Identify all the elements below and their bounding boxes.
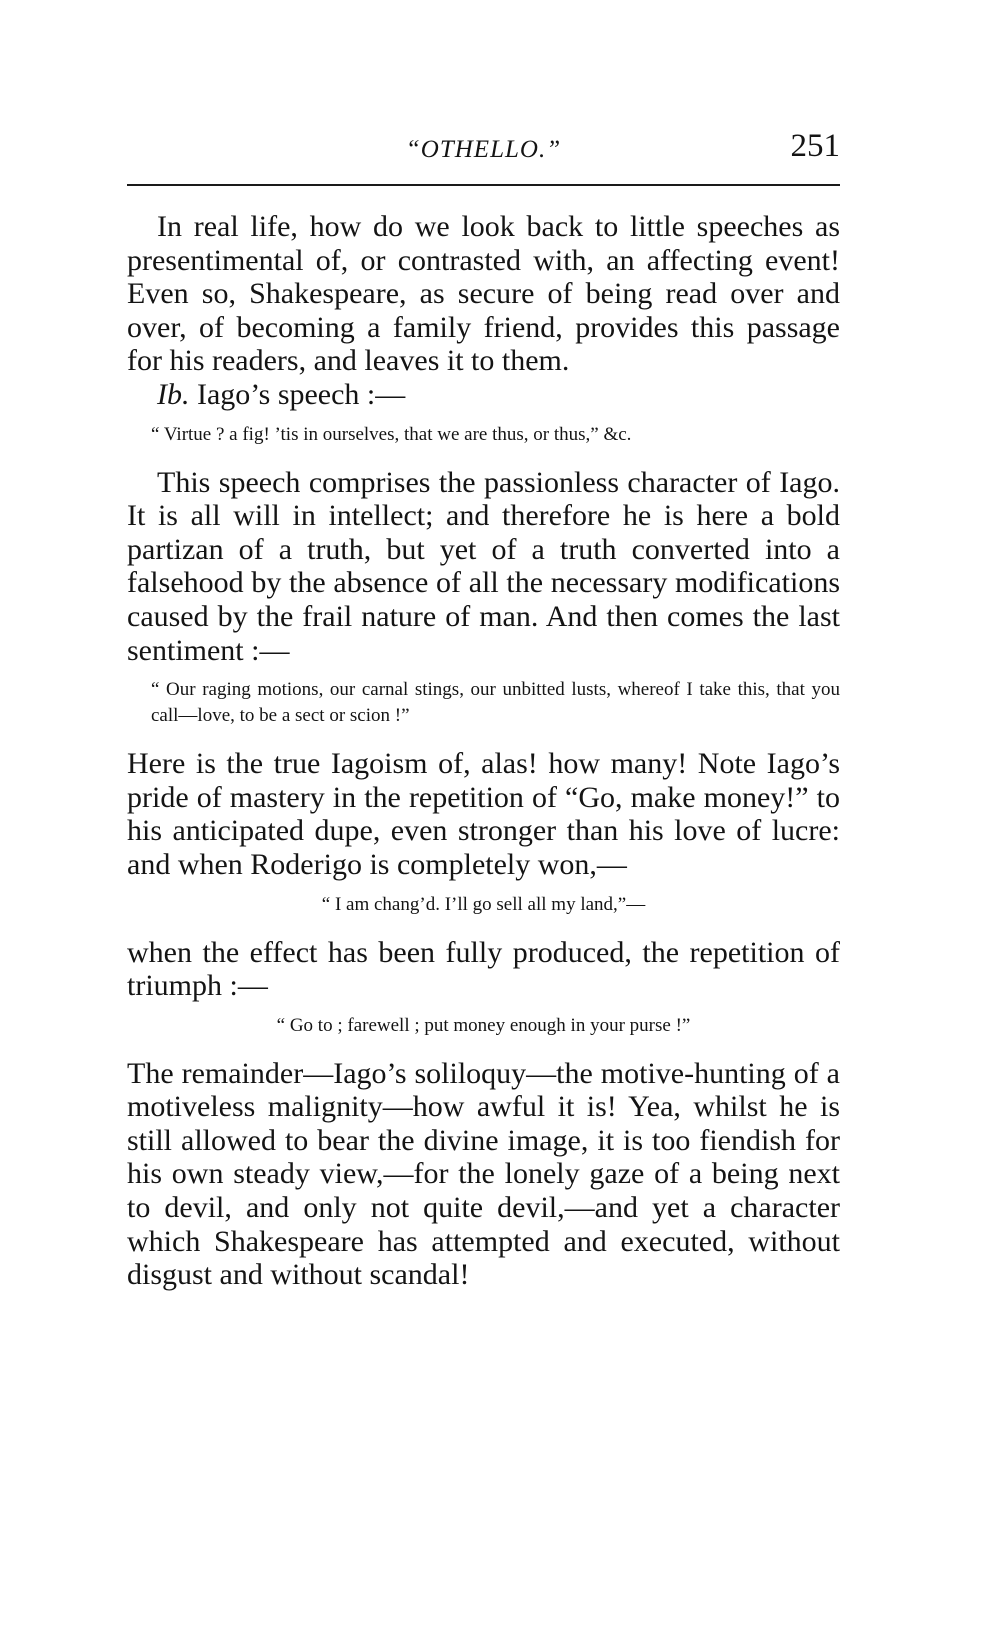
paragraph-5: The remainder—Iago’s soliloquy—the motive-hunting of a motiveless malignity—how awful it is! Yea, whilst he is still allowed to bear the divine image, it is too fiendish for his own steady view,—for the lonely gaze of a being next to devil, and only not quite devil,—and yet a character which Shakespeare has attempted and executed, without disgust and without scandal! xyxy=(127,1056,840,1292)
running-title: “OTHELLO.” xyxy=(405,136,562,163)
quote-raging-motions: “ Our raging motions, our carnal stings, our unbitted lusts, whereof I take this, that you call—love, to be a sect or scion !” xyxy=(151,679,840,727)
header-rule xyxy=(127,184,840,186)
ib-label-line xyxy=(127,378,840,412)
paragraph-2: This speech comprises the passionless character of Iago. It is all will in intellect; and therefore he is here a bold partizan of a truth, but yet of a truth converted into a falsehood by the absence of all the necessary modifications caused by the frail nature of man. And then comes the last sentiment :— xyxy=(127,465,840,667)
ib-abbreviation: Ib. xyxy=(157,377,190,411)
paragraph-4: when the effect has been fully produced, the repetition of triumph :— xyxy=(127,935,840,1003)
book-page xyxy=(127,120,840,1292)
paragraph-3: Here is the true Iagoism of, alas! how many! Note Iago’s pride of mastery in the repetition of “Go, make money!” to his anticipated dupe, even stronger than his love of lucre: and when Roderigo is completely won,— xyxy=(127,747,840,881)
quote-virtue: “ Virtue ? a fig! ’tis in ourselves, that we are thus, or thus,” &c. xyxy=(151,423,632,445)
ib-text: Iago’s speech :— xyxy=(197,377,406,411)
quote-go-to-farewell: “ Go to ; farewell ; put money enough in your purse !” xyxy=(276,1014,691,1036)
paragraph-1: In real life, how do we look back to little speeches as presentimental of, or contrasted with, an affecting event! Even so, Shakespeare, as secure of being read over and over, of becoming a family friend, provides this passage for his readers, and leaves it to them. xyxy=(127,210,840,378)
quote-i-am-changed: “ I am chang’d. I’ll go sell all my land,”— xyxy=(321,893,646,915)
page-number: 251 xyxy=(790,128,840,164)
running-header xyxy=(127,120,840,176)
